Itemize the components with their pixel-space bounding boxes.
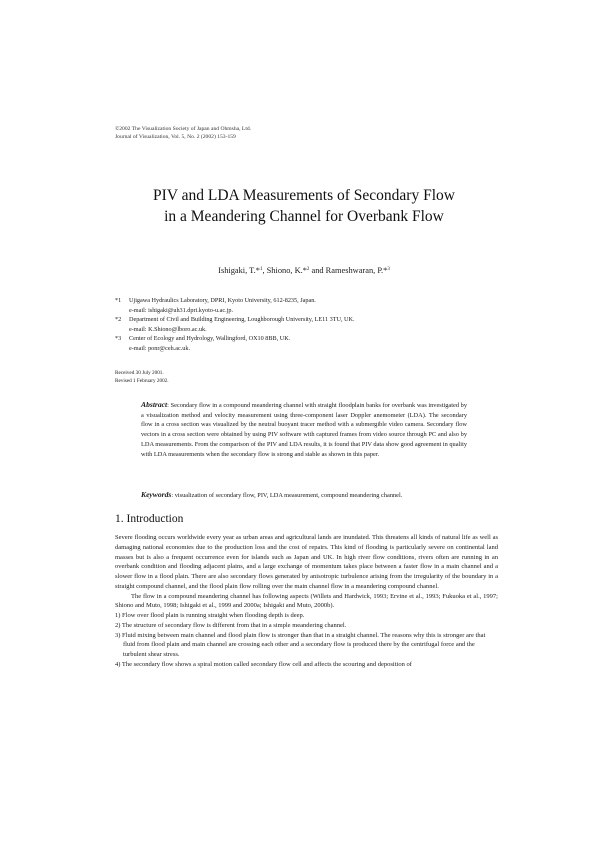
affiliation-address: Department of Civil and Building Engineering, Loughborough University, LE11 3TU, UK. [129, 316, 355, 324]
received-dates [115, 370, 169, 385]
journal-citation-line: Journal of Visualization, Vol. 5, No. 2 (2002) 153-159 [115, 134, 236, 140]
author-mark-1: 1 [259, 267, 263, 272]
title-line-1: PIV and LDA Measurements of Secondary Flow [153, 187, 455, 204]
abstract-text: : Secondary flow in a compound meandering channel with straight floodplain banks for overbank was investigated by a visualization method and velocity measurement using three-component laser Doppler anemometer (LDA). The secondary flow in a cross section was visualized by the neutral buoyant tracer method with a submergible video camera. Secondary flow vectors in a cross section were obtained by using PIV software with captured frames from video source through PC and also by LDA measurements. From the comparison of the PIV and LDA results, it is found that PIV data show good agreement in quality with LDA measurements when the secondary flow is strong and stable as shown in this paper. [141, 402, 467, 458]
title-line-2: in a Meandering Channel for Overbank Flow [164, 208, 444, 225]
journal-header [115, 125, 251, 141]
paragraph: Severe flooding occurs worldwide every year as urban areas and agricultural lands are inundated. This threatens all kinds of natural life as well as damaging national economies due to the production loss and the cost of repairs. This kind of flooding is particularly severe on continental land masses but is also a frequent occurrence even for islands such as Japan and UK. In high river flow conditions, rivers often are running in an overbank condition and flooding adjacent plains, and a large exchange of momentum takes place between a faster flow in a main channel and a slower flow in a flood plain. There are also secondary flows generated by anisotropic turbulence arising from the irregularity of the boundary in a straight compound channel, and the flood plain flow rolling over the main channel flow in a meandering compound channel. [115, 534, 498, 590]
affiliation-address: Ujigawa Hydraulics Laboratory, DPRI, Kyoto University, 612-8235, Japan. [129, 297, 316, 304]
list-item: 4) The secondary flow shows a spiral motion called secondary flow cell and affects the scouring and deposition of [115, 660, 412, 668]
affiliation-mark: *2 [115, 316, 122, 324]
affiliation-email: e-mail: ishigaki@uh31.dpri.kyoto-u.ac.jp. [129, 306, 233, 314]
received-date: Received 30 July 2001. [115, 370, 164, 376]
paper-title [0, 185, 608, 227]
revised-date: Revised 1 February 2002. [115, 377, 169, 384]
section-heading: 1. Introduction [115, 513, 184, 525]
affiliation-mark: *3 [115, 335, 122, 343]
author-list [0, 266, 608, 275]
affiliation-email: e-mail: K.Shiono@lboro.ac.uk. [129, 325, 207, 333]
keywords-text: : visualization of secondary flow, PIV, LDA measurement, compound meandering channel. [171, 492, 403, 499]
copyright-line: ©2002 The Visualization Society of Japan and Ohmsha, Ltd. [115, 126, 252, 132]
affiliation-mark: *1 [115, 297, 122, 304]
author-rameshwaran: and Rameshwaran, P.* [309, 266, 388, 275]
author-ishigaki: Ishigaki, T.* [218, 266, 260, 275]
list-item: 2) The structure of secondary flow is different from that in a simple meandering channel. [115, 621, 347, 629]
author-shiono: , Shiono, K.* [262, 266, 307, 275]
abstract-label: Abstract [141, 400, 168, 409]
affiliation-address: Center of Ecology and Hydrology, Wallingford, OX10 8BB, UK. [129, 335, 291, 343]
affiliation-2 [115, 315, 355, 334]
abstract [141, 400, 467, 459]
author-mark-3: 3 [387, 267, 390, 272]
keywords [141, 490, 481, 500]
affiliation-1 [115, 296, 355, 315]
affiliations [115, 296, 355, 354]
keywords-label: Keywords [141, 490, 172, 499]
affiliation-email: e-mail: ponr@ceh.ac.uk. [129, 344, 191, 352]
paragraph: The flow in a compound meandering channel has following aspects (Willets and Hardwick, 1993; Ervine et al., 1993; Fukuoka et al., 1997; Shiono and Muto, 1998; Ishigaki et al., 1999 and 2000a; Ishigaki and Muto, 2000b). [115, 592, 498, 610]
body-text [115, 533, 498, 670]
author-mark-2: 2 [306, 267, 310, 272]
list-item: 3) Fluid mixing between main channel and flood plain flow is stronger than that in a straight channel. The reasons why this is stronger are that fluid from flood plain and main channel are crossing each other and a secondary flow is produced there by the centrifugal force and the turbulent shear stress. [115, 631, 486, 658]
affiliation-3 [115, 334, 355, 353]
list-item: 1) Flow over flood plain is running straight when flooding depth is deep. [115, 612, 305, 619]
